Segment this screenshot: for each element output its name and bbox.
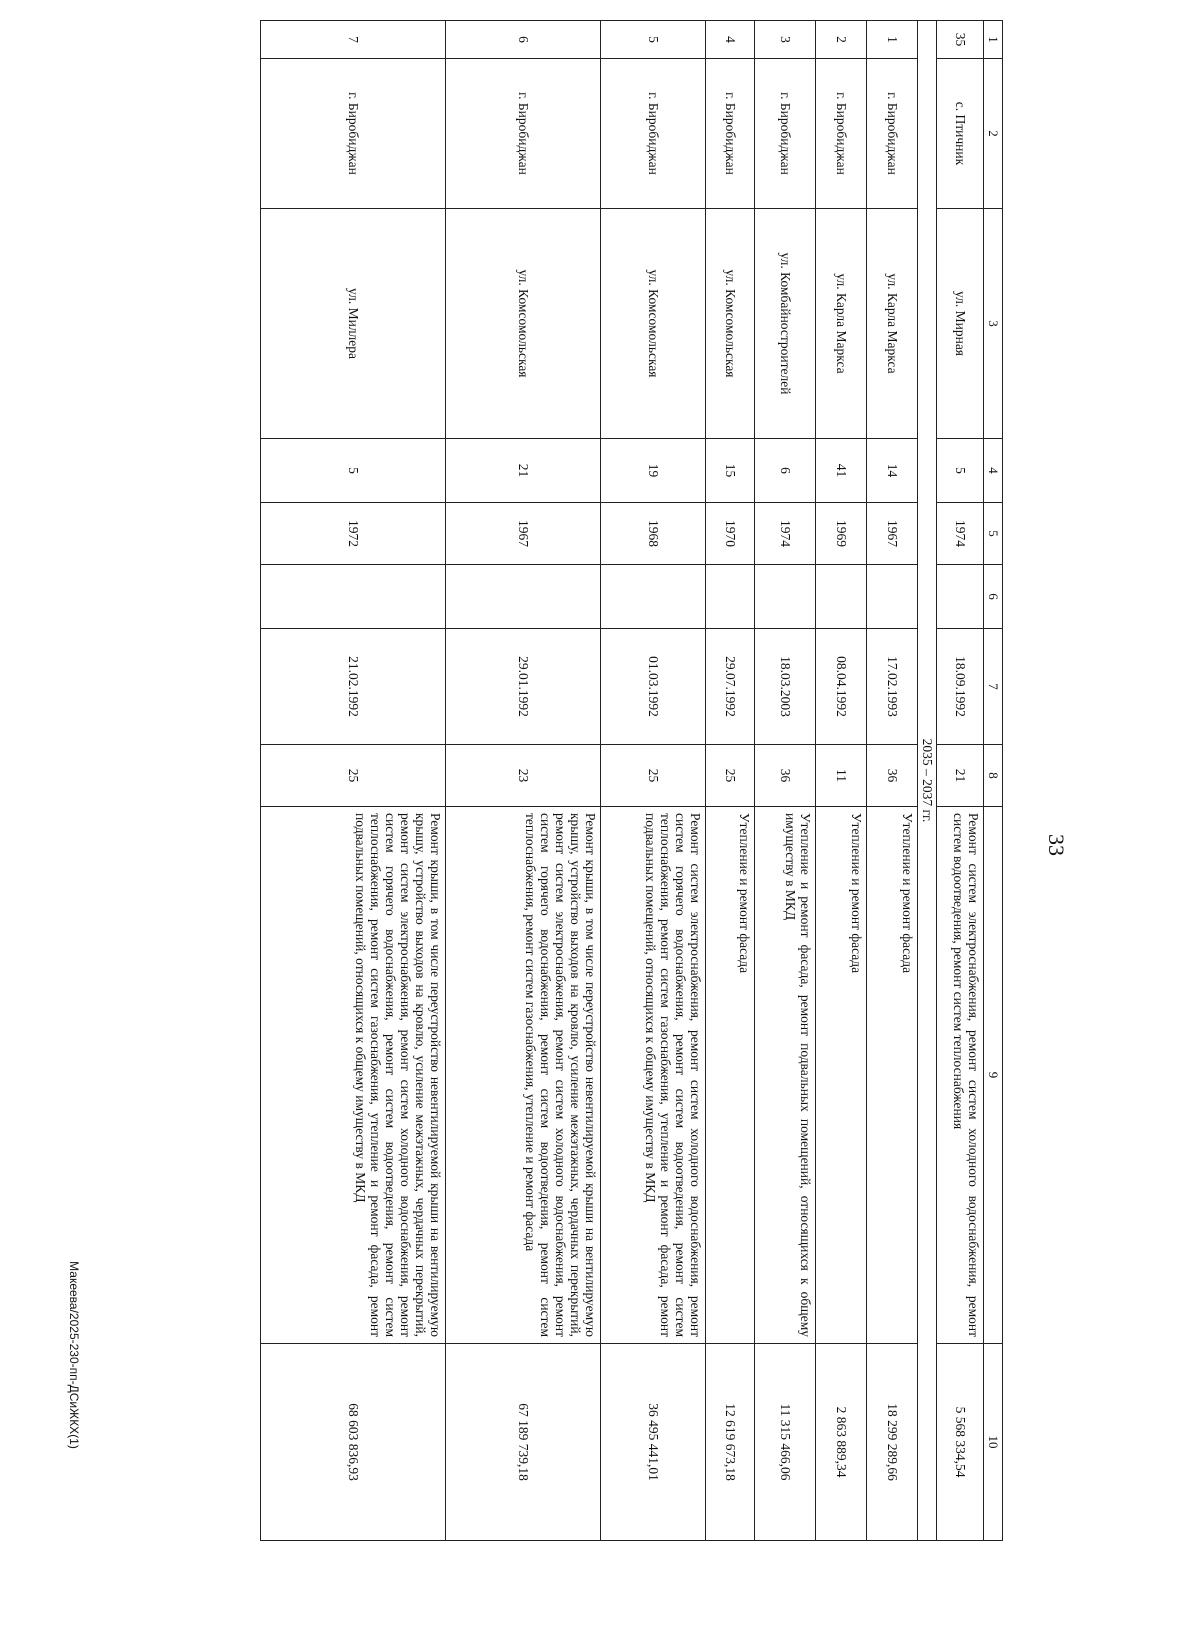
- period-label: 2035 – 2037 гг.: [918, 21, 937, 1541]
- cell-cost: 68 603 836,93: [261, 1344, 446, 1541]
- cell-col6: [446, 565, 601, 629]
- cell-number: 2: [816, 21, 867, 59]
- cell-house: 41: [816, 439, 867, 503]
- cell-works: Ремонт крыши, в том числе переустройство невентилируемой крыши на вентилируемую крышу, устройство выходов на кровлю, усиление межэтажных, чердачных перекрытий, ремонт систем электроснабжения, ремонт систем холодного водоснабжения, ремонт систем горячего водоснабжения, ремонт систем водоотведения, ремонт систем теплоснабжения, ремонт систем газоснабжения, утепление и ремонт фасада: [446, 807, 601, 1344]
- cell-year: 1974: [937, 503, 984, 565]
- cell-year: 1972: [261, 503, 446, 565]
- table-row: [816, 21, 867, 1541]
- cell-col6: [755, 565, 816, 629]
- header-cell: 5: [984, 503, 1003, 565]
- cell-locality: г. Биробиджан: [755, 59, 816, 209]
- page-number: 33: [1044, 834, 1069, 856]
- header-cell: 6: [984, 565, 1003, 629]
- cell-col8: 21: [937, 745, 984, 807]
- cell-col8: 36: [755, 745, 816, 807]
- cell-street: ул. Комсомольская: [706, 209, 755, 439]
- cell-house: 14: [867, 439, 918, 503]
- cell-works: Утепление и ремонт фасада: [706, 807, 755, 1344]
- cell-house: 5: [261, 439, 446, 503]
- header-cell: 9: [984, 807, 1003, 1344]
- cell-year: 1967: [867, 503, 918, 565]
- cell-date: 21.02.1992: [261, 629, 446, 745]
- cell-year: 1969: [816, 503, 867, 565]
- header-cell: 1: [984, 21, 1003, 59]
- column-number-row: [984, 21, 1003, 1541]
- cell-col8: 25: [261, 745, 446, 807]
- cell-number: 5: [601, 21, 706, 59]
- cell-cost: 18 299 289,66: [867, 1344, 918, 1541]
- period-row: [918, 21, 937, 1541]
- cell-locality: г. Биробиджан: [446, 59, 601, 209]
- cell-col8: 11: [816, 745, 867, 807]
- cell-year: 1970: [706, 503, 755, 565]
- rotated-table-wrapper: [96, 20, 1003, 1540]
- cell-street: ул. Комбайностроителей: [755, 209, 816, 439]
- cell-date: 01.03.1992: [601, 629, 706, 745]
- cell-number: 3: [755, 21, 816, 59]
- cell-col6: [937, 565, 984, 629]
- cell-date: 18.09.1992: [937, 629, 984, 745]
- header-cell: 3: [984, 209, 1003, 439]
- cell-year: 1967: [446, 503, 601, 565]
- cell-locality: г. Биробиджан: [601, 59, 706, 209]
- cell-works: Утепление и ремонт фасада: [816, 807, 867, 1344]
- header-cell: 8: [984, 745, 1003, 807]
- cell-date: 08.04.1992: [816, 629, 867, 745]
- cell-cost: 2 863 889,34: [816, 1344, 867, 1541]
- document-footer: Макеева/2025-230-пп-ДСиЖКХ(1): [67, 1261, 81, 1449]
- cell-works: Ремонт систем электроснабжения, ремонт систем холодного водоснабжения, ремонт систем водоотведения, ремонт систем теплоснабжения: [937, 807, 984, 1344]
- cell-col6: [601, 565, 706, 629]
- cell-locality: г. Биробиджан: [867, 59, 918, 209]
- cell-street: ул. Мирная: [937, 209, 984, 439]
- cell-cost: 36 495 441,01: [601, 1344, 706, 1541]
- cell-cost: 5 568 334,54: [937, 1344, 984, 1541]
- cell-date: 29.07.1992: [706, 629, 755, 745]
- table-row: [446, 21, 601, 1541]
- cell-works: Утепление и ремонт фасада: [867, 807, 918, 1344]
- cell-house: 21: [446, 439, 601, 503]
- cell-col8: 36: [867, 745, 918, 807]
- cell-works: Ремонт систем электроснабжения, ремонт систем холодного водоснабжения, ремонт систем горячего водоснабжения, ремонт систем водоотведения, ремонт систем теплоснабжения, ремонт систем газоснабжения, утепление и ремонт фасада, ремонт подвальных помещений, относящихся к общему имуществу в МКД: [601, 807, 706, 1344]
- cell-col6: [816, 565, 867, 629]
- cell-street: ул. Комсомольская: [446, 209, 601, 439]
- cell-street: ул. Карла Маркса: [816, 209, 867, 439]
- cell-year: 1974: [755, 503, 816, 565]
- cell-house: 6: [755, 439, 816, 503]
- cell-year: 1968: [601, 503, 706, 565]
- cell-cost: 67 189 739,18: [446, 1344, 601, 1541]
- cell-street: ул. Карла Маркса: [867, 209, 918, 439]
- cell-col6: [261, 565, 446, 629]
- header-cell: 2: [984, 59, 1003, 209]
- cell-number: 35: [937, 21, 984, 59]
- cell-col8: 23: [446, 745, 601, 807]
- header-cell: 10: [984, 1344, 1003, 1541]
- cell-date: 29.01.1992: [446, 629, 601, 745]
- cell-house: 5: [937, 439, 984, 503]
- cell-street: ул. Миллера: [261, 209, 446, 439]
- cell-street: ул. Комсомольская: [601, 209, 706, 439]
- cell-locality: с. Птичник: [937, 59, 984, 209]
- cell-cost: 11 315 466,06: [755, 1344, 816, 1541]
- cell-date: 18.03.2003: [755, 629, 816, 745]
- cell-works: Утепление и ремонт фасада, ремонт подвальных помещений, относящихся к общему имуществу в МКД: [755, 807, 816, 1344]
- table-row: [867, 21, 918, 1541]
- cell-locality: г. Биробиджан: [261, 59, 446, 209]
- header-cell: 7: [984, 629, 1003, 745]
- cell-house: 19: [601, 439, 706, 503]
- cell-number: 4: [706, 21, 755, 59]
- table-row: [261, 21, 446, 1541]
- header-cell: 4: [984, 439, 1003, 503]
- cell-cost: 12 619 673,18: [706, 1344, 755, 1541]
- table-row: [601, 21, 706, 1541]
- cell-number: 1: [867, 21, 918, 59]
- capital-repair-table: [260, 20, 1003, 1541]
- cell-col6: [706, 565, 755, 629]
- cell-col6: [867, 565, 918, 629]
- table-row: [755, 21, 816, 1541]
- cell-col8: 25: [601, 745, 706, 807]
- cell-locality: г. Биробиджан: [706, 59, 755, 209]
- table-row: [937, 21, 984, 1541]
- cell-works: Ремонт крыши, в том числе переустройство невентилируемой крыши на вентилируемую крышу, устройство выходов на кровлю, усиление межэтажных, чердачных перекрытий, ремонт систем электроснабжения, ремонт систем холодного водоснабжения, ремонт систем горячего водоснабжения, ремонт систем водоотведения, ремонт систем теплоснабжения, ремонт систем газоснабжения, утепление и ремонт фасада, ремонт подвальных помещений, относящихся к общему имуществу в МКД: [261, 807, 446, 1344]
- table-row: [706, 21, 755, 1541]
- cell-locality: г. Биробиджан: [816, 59, 867, 209]
- cell-date: 17.02.1993: [867, 629, 918, 745]
- cell-house: 15: [706, 439, 755, 503]
- cell-number: 6: [446, 21, 601, 59]
- cell-number: 7: [261, 21, 446, 59]
- cell-col8: 25: [706, 745, 755, 807]
